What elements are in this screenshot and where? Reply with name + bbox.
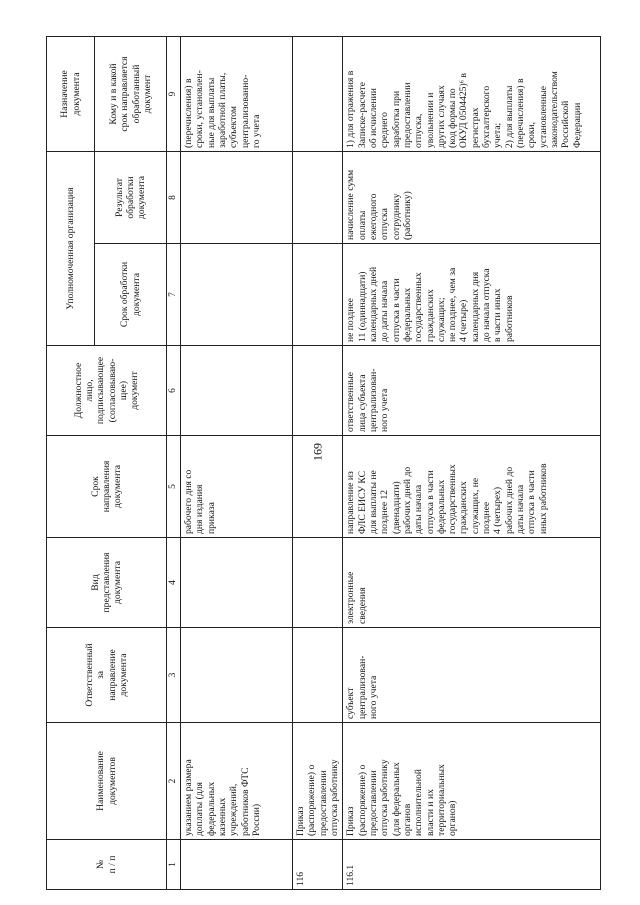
col-number: 9	[167, 37, 181, 152]
header-type: Вид представления документа	[47, 538, 167, 628]
row-proc-deadline: не позднее 11 (одиннадцати) календарных дней до даты начала отпуска в части федеральных государственных гражданских служащих; не позднее, чем за 4 (четыре) календарных дня до начала отпуска в части иных работников	[343, 244, 601, 346]
table-row	[293, 37, 343, 890]
header-proc-result: Результат обработки документа	[95, 152, 167, 244]
row-deadline: направление из ФЛС ЕИСУ КС для выплаты не позднее 12 (двенадцати) рабочих дней до даты начала отпуска в части федеральных государственных гражданских служащих, не позднее 4 (четырех) рабочих дней до даты начала отпуска в части иных работников	[343, 436, 601, 538]
header-signer: Должностное лицо, подписывающее (согласовываю- щее) документ	[47, 346, 167, 436]
header-proc-deadline: Срок обработки документа	[95, 244, 167, 346]
header-num: № п / п	[47, 840, 167, 890]
row-purpose: 1) для отражения в Записке-расчете об исчислении среднего заработка при предоставлении отпуска, увольнении и других случаях (код формы по ОКУД 0504425)⁶ в регистрах бухгалтерского учета; 2) для выплаты (перечисления) в сроки, установленные законодательством Российской Федерации	[343, 37, 601, 152]
row-name: Приказ (распоряжение) о предоставлении отпуска работнику (для федеральных органов исполнительной власти и их территориальных органов)	[343, 723, 601, 840]
row-proc-result	[293, 152, 343, 244]
col-number: 5	[167, 436, 181, 538]
row-name: Приказ (распоряжение) о предоставлении отпуска работнику	[293, 723, 343, 840]
header-authorized-org: Уполномоченная организация	[47, 152, 95, 346]
documents-table	[46, 36, 601, 890]
row-purpose	[293, 37, 343, 152]
row-signer: ответственные лица субъекта централизован- ного учета	[343, 346, 601, 436]
row-num	[181, 840, 293, 890]
column-number-row	[167, 37, 181, 890]
row-signer	[181, 346, 293, 436]
col-number: 7	[167, 244, 181, 346]
row-num: 116.1	[343, 840, 601, 890]
row-num: 116	[293, 840, 343, 890]
col-number: 8	[167, 152, 181, 244]
row-signer	[293, 346, 343, 436]
header-responsible: Ответственный за направление документа	[47, 628, 167, 723]
header-purpose: Назначение документа	[47, 37, 95, 152]
row-proc-result	[181, 152, 293, 244]
row-type	[181, 538, 293, 628]
header-row-1	[47, 37, 95, 890]
col-number: 6	[167, 346, 181, 436]
col-number: 2	[167, 723, 181, 840]
row-responsible: субъект централизован- ного учета	[343, 628, 601, 723]
row-proc-deadline	[293, 244, 343, 346]
row-type	[293, 538, 343, 628]
row-responsible	[293, 628, 343, 723]
header-name: Наименование документов	[47, 723, 167, 840]
row-deadline: рабочего дня со дня издания приказа	[181, 436, 293, 538]
row-purpose: (перечисления) в сроки, установлен- ные для выплаты заработной платы, субъектом централизованно- го учета	[181, 37, 293, 152]
rotated-table-container	[46, 37, 601, 890]
row-name: указанием размера доплаты (для федеральных казенных учреждений, работников ФТС России)	[181, 723, 293, 840]
col-number: 4	[167, 538, 181, 628]
table-row	[343, 37, 601, 890]
table-row	[181, 37, 293, 890]
row-proc-deadline	[181, 244, 293, 346]
page-number: 169	[310, 443, 325, 461]
row-responsible	[181, 628, 293, 723]
col-number: 1	[167, 840, 181, 890]
header-deadline: Срок направления документа	[47, 436, 167, 538]
row-type: электронные сведения	[343, 538, 601, 628]
col-number: 3	[167, 628, 181, 723]
row-proc-result: начисление сумм оплаты ежегодного отпуска сотруднику (работнику)	[343, 152, 601, 244]
row-deadline	[293, 436, 343, 538]
header-purpose-sub: Кому и в какой срок направляется обработанный документ	[95, 37, 167, 152]
